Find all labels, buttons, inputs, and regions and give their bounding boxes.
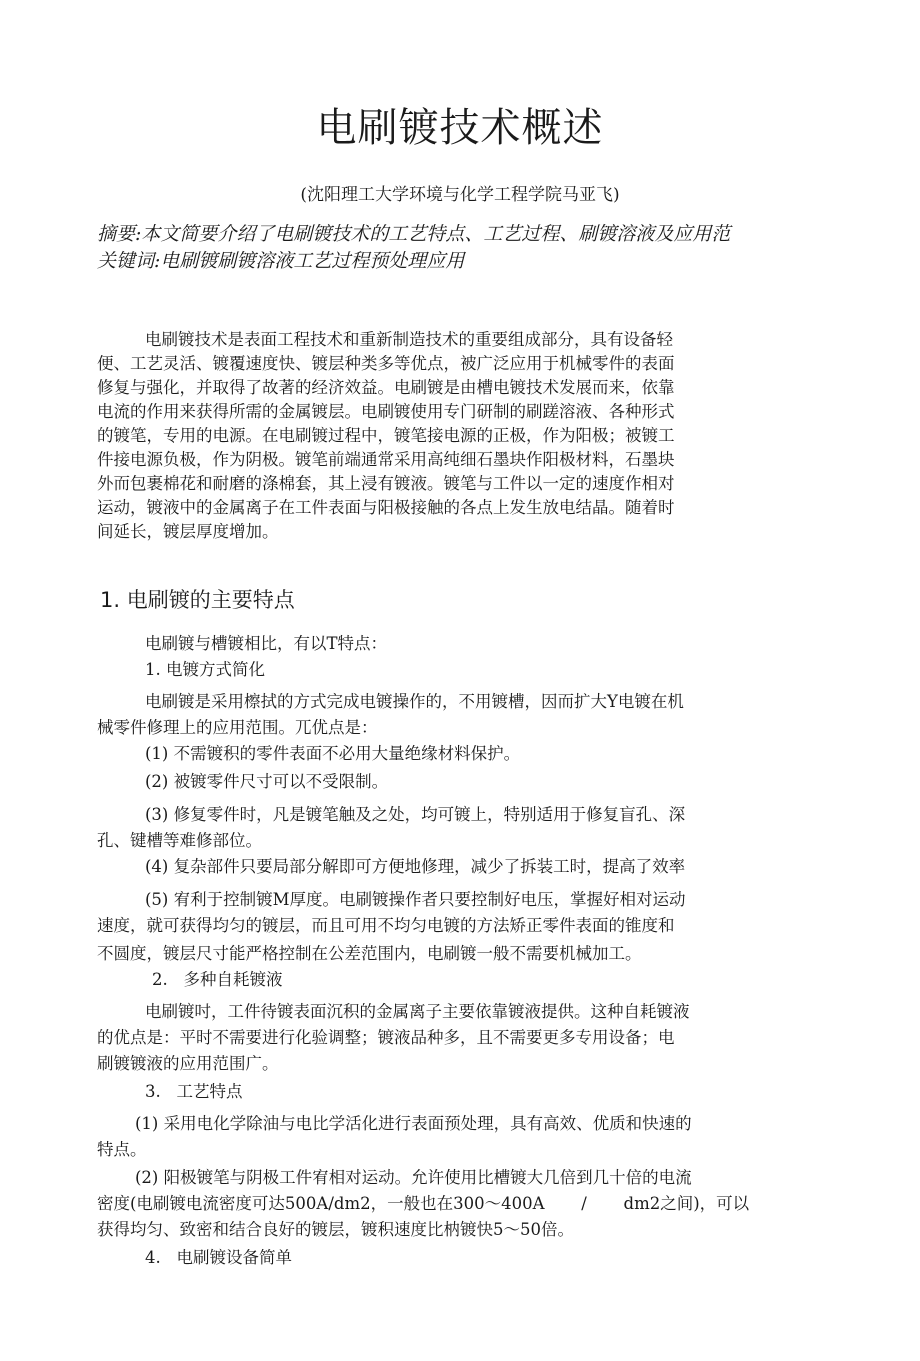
paragraph-line: 件接电源负极，作为阴极。镀笔前端通常采用高纯细石墨块作阳极材料，石墨块 bbox=[97, 450, 675, 469]
paragraph-line: 电刷镀技术是表面工程技术和重新制造技术的重要组成部分，具有设备轻 bbox=[145, 330, 673, 349]
paragraph-line: 械零件修理上的应用范围。兀优点是： bbox=[97, 718, 378, 737]
keywords-line: 关键词:电刷镀刷镀溶液工艺过程预处理应用 bbox=[97, 250, 465, 272]
paragraph-line: 孔、键槽等难修部位。 bbox=[97, 831, 262, 850]
list-item: (3) 修复零件时，凡是镀笔触及之处，均可镀上，特别适用于修复盲孔、深 bbox=[145, 805, 686, 824]
paragraph-line: 电流的作用来获得所需的金属镀层。电刷镀使用专门研制的刷蹉溶液、各种形式 bbox=[97, 402, 675, 421]
list-item: (2) 被镀零件尺寸可以不受限制。 bbox=[145, 772, 389, 791]
section-heading: 1. 电刷镀的主要特点 bbox=[100, 588, 295, 612]
subsection-heading: 4. 电刷镀设备简单 bbox=[145, 1248, 292, 1267]
subsection-heading: 2. 多种自耗镀液 bbox=[152, 970, 283, 989]
paragraph-line: 电刷镀与槽镀相比，有以T特点： bbox=[145, 634, 388, 653]
paragraph-line: 速度，就可获得均匀的镀层，而且可用不均匀电镀的方法矫正零件表面的锥度和 bbox=[97, 916, 675, 935]
list-item: (1) 不需镀积的零件表面不必用大量绝缘材料保护。 bbox=[145, 744, 521, 763]
list-item: (4) 复杂部件只要局部分解即可方便地修理，减少了拆装工时，提高了效率 bbox=[145, 857, 686, 876]
paragraph-line: 外而包裹棉花和耐磨的涤棉套，其上浸有镀液。镀笔与工件以一定的速度作相对 bbox=[97, 474, 675, 493]
paragraph-line: 的优点是：平时不需要进行化验调整；镀液品种多，且不需要更多专用设备；电 bbox=[97, 1028, 675, 1047]
paragraph-line: 电刷镀是采用檫拭的方式完成电镀操作的，不用镀槽，因而扩大Y电镀在机 bbox=[145, 692, 684, 711]
list-item: (2) 阳极镀笔与阴极工件宥相对运动。允许使用比槽镀大几倍到几十倍的电流 bbox=[135, 1168, 692, 1187]
paragraph-line: 不圆度，镀层尺寸能严格控制在公差范围内，电刷镀一般不需要机械加工。 bbox=[97, 944, 642, 963]
document-title: 电刷镀技术概述 bbox=[316, 105, 604, 151]
list-item: (5) 宥利于控制镀M厚度。电刷镀操作者只要控制好电压，掌握好相对运动 bbox=[145, 890, 686, 909]
paragraph-line: 电刷镀吋，工件待镀表面沉积的金属离子主要依靠镀液提供。这种自耗镀液 bbox=[145, 1002, 690, 1021]
paragraph-line: 便、工艺灵活、镀覆速度快、镀层种类多等优点，被广泛应用于机械零件的表面 bbox=[97, 354, 675, 373]
author-affiliation: (沈阳理工大学环境与化学工程学院马亚飞) bbox=[300, 185, 620, 205]
paragraph-line: 特点。 bbox=[97, 1140, 147, 1159]
list-item: (1) 采用电化学除油与电比学活化进行表面预处理，具有高效、优质和快速的 bbox=[135, 1114, 692, 1133]
paragraph-line: 运动，镀液中的金属离子在工件表面与阳极接触的各点上发生放电结晶。随着时 bbox=[97, 498, 675, 517]
intro-paragraph bbox=[97, 328, 675, 544]
paragraph-line: 获得均匀、致密和结合良好的镀层，镀积速度比枘镀快5～50倍。 bbox=[97, 1220, 574, 1239]
subsection-heading: 3. 工艺特点 bbox=[145, 1082, 243, 1101]
paragraph-line: 间延长，镀层厚度增加。 bbox=[97, 522, 279, 541]
abstract-block bbox=[97, 221, 730, 275]
paragraph-line: 密度(电刷镀电流密度可达500A/dm2，一般也在300～400A / dm2之间)，可以 bbox=[97, 1194, 750, 1213]
subsection-heading: 1. 电镀方式简化 bbox=[145, 660, 265, 679]
abstract-line: 摘要:本文简要介绍了电刷镀技术的工艺特点、工艺过程、刷镀溶液及应用范 bbox=[97, 223, 731, 245]
paragraph-line: 刷镀镀液的应用范围广。 bbox=[97, 1054, 279, 1073]
paragraph-line: 的镀笔，专用的电源。在电刷镀过程中，镀笔接电源的正极，作为阳极；被镀工 bbox=[97, 426, 675, 445]
paragraph-line: 修复与强化，并取得了故著的经济效益。电刷镀是由槽电镀技术发展而来，依靠 bbox=[97, 378, 675, 397]
